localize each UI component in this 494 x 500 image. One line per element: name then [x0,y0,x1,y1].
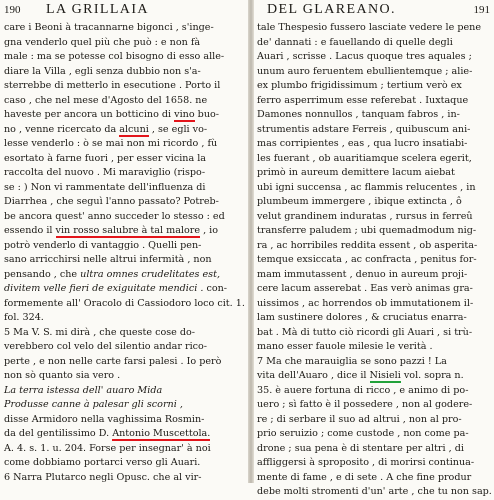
text-line: 5 Ma V. S. mi dirà , che queste cose do- [4,326,196,338]
text-line: essendo il vin rosso salubre à tal malore , io [4,225,219,236]
italic-phrase: ultra omnes crudelitates est, [80,268,221,280]
text-line: transferre paludem ; ubi quemadmodum nig- [257,225,477,236]
text-line: mente di fame , e di sete . A che fine produr [257,471,472,483]
text-line: vita dell'Auaro , dice il Nisieli vol. sopra n. [257,370,464,381]
text-line: uissimos , ac horrendos ob immutationem il- [257,297,474,309]
text-line: ubi igni succensa , ac flammis relucentes , in [257,181,476,193]
left-page-header [4,2,246,20]
text-line: esortato à farne fuori , per esser vicina la [4,152,207,164]
text-line: La terra istessa dell' auaro Mida [4,384,163,396]
text-line: come dobbiamo portarci verso gli Auari. [4,457,201,468]
text-line: primò in aureum demittere lacum aiebat [257,167,455,178]
text-line: les fuerant , ob auaritiamque scelera egerit, [257,152,472,164]
text-line: sano arricchirsi nelle altrui infermità , non [4,254,212,265]
left-page-number: 190 [4,4,21,16]
text-line: Auari , scrisse . Lacus quoque tres aquales ; [257,51,472,62]
text-line: mano esser fauole milesie le verità . [257,341,433,352]
right-page-number: 191 [473,4,490,16]
text-line: debe molti stromenti d'un' arte , che tu non sap. [257,486,492,497]
underlined-phrase: Antonio Muscettola. [112,428,211,439]
italic-phrase: divitem velle fieri de exiguitate mendici . [4,283,204,294]
text-line: Produsse canne à palesar gli scorni , [4,399,183,410]
right-running-title: DEL GLAREANO. [267,2,396,17]
text-line: lam sustinere dolores , & cruciatus enarra- [257,312,467,323]
text-line: 7 Ma che marauiglia se sono pazzi ! La [257,355,447,367]
text-line: divitem velle fieri de exiguitate mendici . con- [4,283,228,294]
text-line: diare la Villa , egli senza dubbio non s'a- [4,65,201,77]
underlined-name: Nisieli [369,370,401,381]
text-line: drone ; sua pena è di stentare per altri , di [257,442,464,454]
text-line: se : ) Non vi rammentate dell'influenza di [4,181,206,193]
text-line: unum auro feruentem ebullientemque ; alie- [257,65,473,77]
text-line: non sò quanto sia vero . [4,370,121,381]
text-line: no , venne ricercato da alcuni , se egli vo- [4,123,208,135]
text-line: sterrebbe di metterlo in esecutione . Porto il [4,80,221,91]
text-line: A. 4. s. 1. u. 204. Forse per insegnar' à noi [4,442,211,454]
text-line: temque exsiccata , ac confracta , penitus for- [257,254,477,265]
text-line: ra , ac horribiles reddita essent , ob asperita- [257,239,478,251]
text-line: cere lacum asserebat . Eas verò animas gra- [257,283,473,294]
text-line: caso , che nel mese d'Agosto del 1658. ne [4,94,208,106]
text-line: de' dannati : e fauellando di quelle degli [257,36,453,48]
text-line: affliggersi à sproposito , di morirsi continua- [257,457,475,468]
text-line: fol. 324. [4,312,44,323]
text-line: be ancora quest' anno succeder lo stesso : ed [4,210,225,222]
text-line: perte , e non nelle carte farsi palesi . Io però [4,355,222,367]
text-line: da del gentilissimo D. Antonio Muscettola. [4,428,211,439]
text-line: formemente all' Oracolo di Cassiodoro loco cit. 1. [4,297,245,309]
underlined-phrase: alcuni [119,123,149,135]
text-line: plumbeum immergere , ibique extincta , ô [257,196,462,207]
text-line: uero ; sì fatto è il possedere , non al godere- [257,399,473,410]
text-line: pensando , che ultra omnes crudelitates est, [4,268,221,280]
text-line: bat . Mà di tutto ciò ricordi gli Auari , si trù- [257,326,473,338]
text-line: gna venderlo quel più che può : e non fà [4,36,201,48]
text-line: mam immutassent , denuo in aureum proji- [257,268,468,280]
text-line: potrò venderlo di vantaggio . Quelli pen- [4,239,202,251]
text-line: ex plumbo frigidissimum ; tertium verò ex [257,80,462,91]
right-page-header [257,2,492,20]
left-page-text [4,21,246,485]
right-page-text [257,21,492,500]
text-line: re ; di serbare il suo ad altrui , non al pro- [257,413,462,425]
left-running-title: LA GRILLAIA [46,2,149,17]
text-line: Damones nonnullos , tanquam fabros , in- [257,109,460,120]
text-line: ferro asperrimum esse referebat . Iuxtaque [257,94,469,106]
text-line: strumentis adstare Ferreis , quibuscum ani- [257,123,471,135]
text-line: Diarrhea , che seguì l'anno passato? Potreb- [4,196,219,207]
text-line: raccolta del nuovo . Mi maraviglio (rispo- [4,167,206,178]
text-line: velut grandinem induratas , rursus in ferreû [257,210,473,222]
underlined-phrase: vino [174,109,195,120]
text-line: 6 Narra Plutarco negli Opusc. che al vir- [4,471,202,483]
right-page [257,2,492,497]
text-line: lesse venderlo : ò se mai non mi ricordo , fù [4,138,218,149]
text-line: disse Armidoro nella vaghissima Rosmin- [4,413,205,425]
text-line: care i Beoni à tracannarne bigonci , s'inge- [4,22,214,33]
text-line: mas corripientes , eas , qua lucro insatiabi- [257,138,468,149]
text-line: verebbero col velo del silentio andar rico- [4,341,208,352]
text-line: tale Thespesio fussero lasciate vedere le pene [257,22,482,33]
text-line: haveste per ancora un botticino di vino buo- [4,109,220,120]
underlined-phrase: vin rosso salubre à tal malore [55,225,201,236]
text-line: 35. è auere fortuna di ricco , e animo di po- [257,384,469,396]
text-line: prio seruizio ; come custode , non come pa- [257,428,469,439]
left-page [4,2,246,483]
text-line: male : ma se potesse col bisogno di esso alle- [4,51,225,62]
book-gutter [248,0,254,483]
